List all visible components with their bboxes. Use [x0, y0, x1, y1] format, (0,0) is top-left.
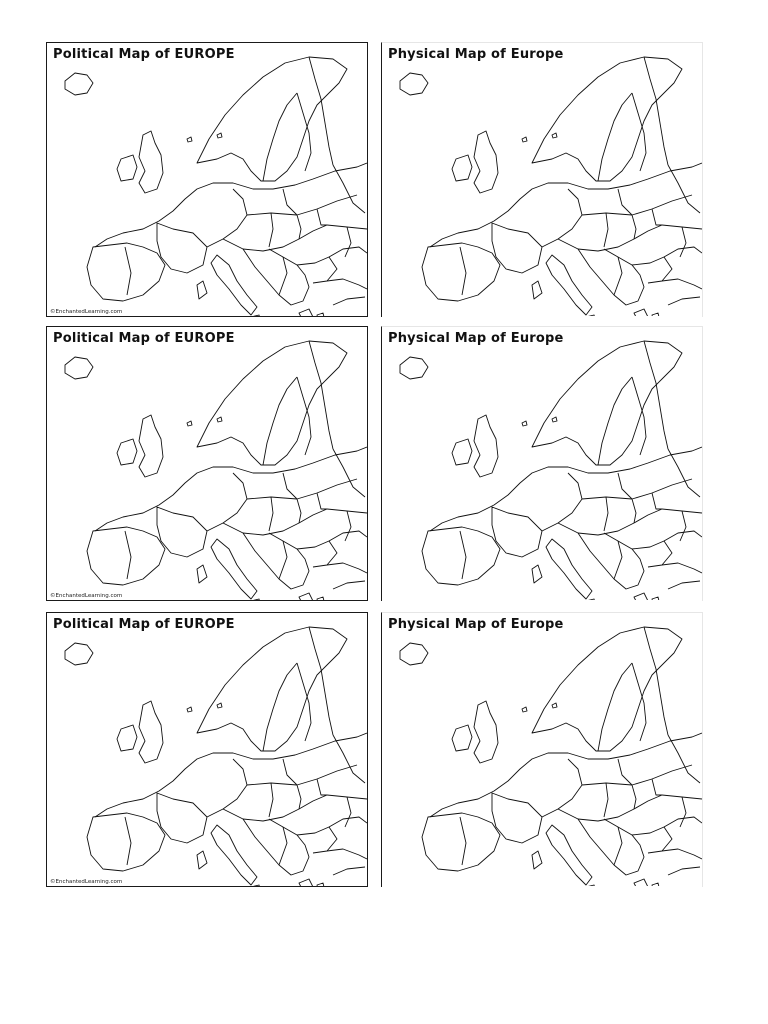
europe-outline-map — [382, 43, 702, 316]
card-title: Physical Map of Europe — [388, 47, 564, 62]
europe-outline-map — [47, 43, 367, 316]
europe-outline-map — [47, 613, 367, 886]
map-card-political-3 — [46, 612, 368, 887]
credit-text: ©EnchantedLearning.com — [50, 593, 123, 599]
card-title: Physical Map of Europe — [388, 617, 564, 632]
map-card-political-1 — [46, 42, 368, 317]
card-title: Political Map of EUROPE — [53, 331, 235, 346]
europe-outline-map — [382, 327, 702, 600]
map-card-physical-2 — [381, 326, 703, 601]
credit-text: ©EnchantedLearning.com — [50, 879, 123, 885]
map-card-political-2 — [46, 326, 368, 601]
europe-outline-map — [47, 327, 367, 600]
card-title: Political Map of EUROPE — [53, 47, 235, 62]
europe-outline-map — [382, 613, 702, 886]
credit-text: ©EnchantedLearning.com — [50, 309, 123, 315]
card-title: Political Map of EUROPE — [53, 617, 235, 632]
map-card-physical-1 — [381, 42, 703, 317]
card-title: Physical Map of Europe — [388, 331, 564, 346]
map-card-physical-3 — [381, 612, 703, 887]
